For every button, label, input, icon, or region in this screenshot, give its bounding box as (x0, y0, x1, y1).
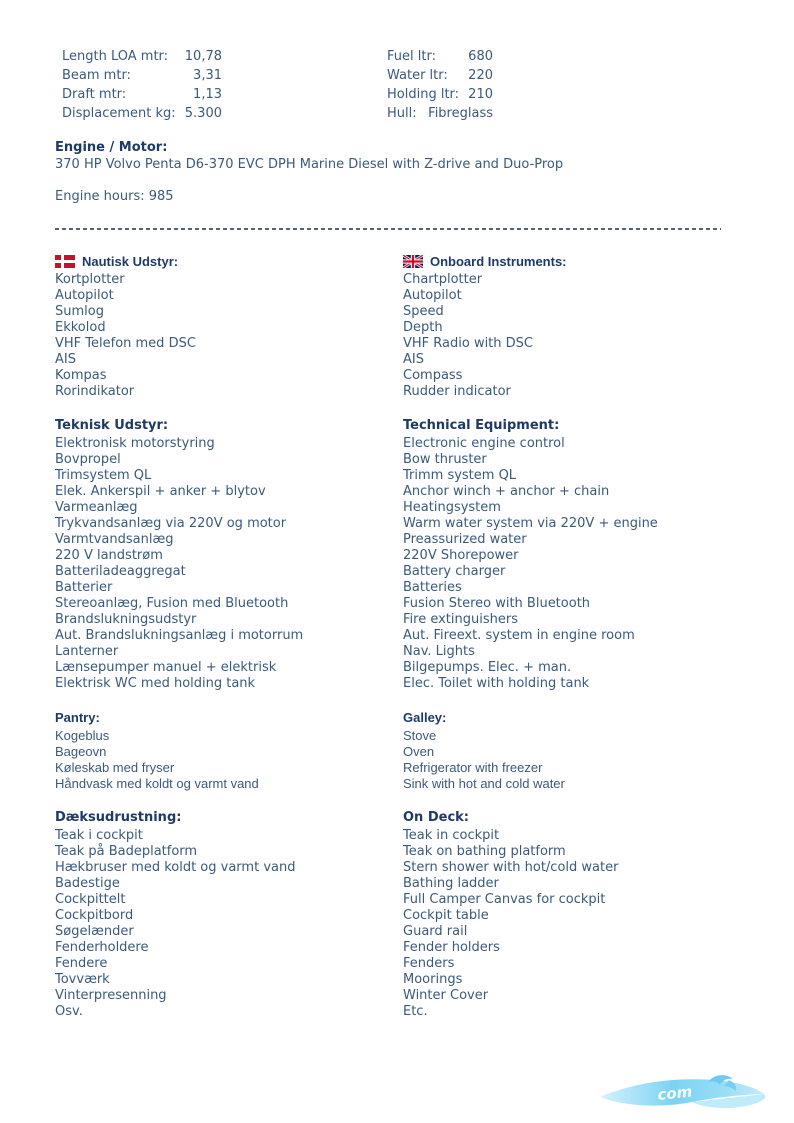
list-item: Oven (403, 744, 435, 759)
section-title: Pantry: (55, 710, 100, 725)
list-item: Bow thruster (403, 452, 487, 467)
list-item: AIS (403, 352, 424, 367)
list-item: Sumlog (55, 304, 104, 319)
list-item: Elektrisk WC med holding tank (55, 676, 256, 691)
engine-description: 370 HP Volvo Penta D6-370 EVC DPH Marine Diesel with Z-drive and Duo-Prop (55, 157, 564, 172)
list-item: Stove (403, 728, 437, 743)
section-title: Teknisk Udstyr: (55, 418, 169, 433)
list-item: Bilgepumps. Elec. + man. (403, 660, 572, 675)
spec-value: 5.300 (184, 106, 222, 121)
list-item: Kortplotter (55, 272, 125, 287)
list-item: Warm water system via 220V + engine (403, 516, 658, 531)
spec-row (387, 85, 493, 104)
list-item: Autopilot (55, 288, 114, 303)
list-item: Nav. Lights (403, 644, 475, 659)
list-item: VHF Radio with DSC (403, 336, 533, 351)
list-item: Battery charger (403, 564, 506, 579)
list-item: Aut. Brandslukningsanlæg i motorrum (55, 628, 304, 643)
list-item: Osv. (55, 1004, 83, 1019)
spec-row (62, 66, 222, 85)
equipment-list (55, 728, 403, 792)
spec-label: Beam mtr: (62, 68, 131, 83)
equipment-list (55, 436, 403, 692)
list-item: Autopilot (403, 288, 462, 303)
spec-column-right (387, 47, 493, 123)
list-item: Compass (403, 368, 463, 383)
list-item: Trimm system QL (403, 468, 517, 483)
spec-value: Fibreglass (428, 106, 493, 121)
list-item: Sink with hot and cold water (403, 776, 565, 791)
uk-flag-icon (403, 255, 423, 268)
section-daeksudrustning (55, 809, 403, 1020)
spec-value: 1,13 (193, 87, 222, 102)
equipment-list (55, 828, 403, 1020)
dashed-divider (55, 228, 721, 230)
section-heading (403, 417, 794, 434)
list-item: Cockpit table (403, 908, 489, 923)
list-item: Søgelænder (55, 924, 134, 939)
spec-value: 3,31 (193, 68, 222, 83)
list-item: Stern shower with hot/cold water (403, 860, 619, 875)
section-title: Technical Equipment: (403, 418, 560, 433)
list-item: Varmtvandsanlæg (55, 532, 174, 547)
spec-row (62, 47, 222, 66)
list-item: Tovværk (55, 972, 110, 987)
list-item: Lanterner (55, 644, 119, 659)
section-nautisk-udstyr (55, 253, 403, 400)
list-item: Rudder indicator (403, 384, 511, 399)
list-item: Teak in cockpit (403, 828, 500, 843)
spec-row (387, 66, 493, 85)
list-item: Fusion Stereo with Bluetooth (403, 596, 591, 611)
list-item: Speed (403, 304, 444, 319)
spec-row (62, 85, 222, 104)
section-title: Nautisk Udstyr: (82, 254, 179, 269)
list-item: Bovpropel (55, 452, 121, 467)
list-item: AIS (55, 352, 76, 367)
equipment-sections (55, 253, 794, 1020)
spec-label: Displacement kg: (62, 106, 176, 121)
spec-value: 220 (468, 68, 493, 83)
engine-hours: Engine hours: 985 (55, 189, 174, 204)
list-item: Fender holders (403, 940, 500, 955)
list-item: Teak på Badeplatform (55, 844, 198, 859)
list-item: Fendere (55, 956, 108, 971)
section-heading (403, 253, 794, 270)
equipment-list (403, 272, 794, 400)
spec-row (387, 104, 493, 123)
list-item: Moorings (403, 972, 463, 987)
list-item: Fire extinguishers (403, 612, 518, 627)
spec-label: Hull: (387, 106, 417, 121)
list-item: Chartplotter (403, 272, 483, 287)
list-item: Lænsepumper manuel + elektrisk (55, 660, 277, 675)
list-item: 220 V landstrøm (55, 548, 163, 563)
spec-value: 10,78 (184, 49, 222, 64)
list-item: Bageovn (55, 744, 107, 759)
engine-heading: Engine / Motor: (55, 140, 168, 155)
list-item: Køleskab med fryser (55, 760, 175, 775)
list-item: Varmeanlæg (55, 500, 138, 515)
equipment-list (403, 828, 794, 1020)
list-item: Badestige (55, 876, 120, 891)
wave-dolphin-watermark-logo (596, 1070, 768, 1118)
list-item: VHF Telefon med DSC (55, 336, 196, 351)
section-heading (55, 417, 403, 434)
equipment-list (403, 728, 794, 792)
danish-flag-icon (55, 255, 75, 268)
watermark-text: com (656, 1082, 694, 1104)
engine-section (55, 139, 794, 205)
list-item: Elec. Toilet with holding tank (403, 676, 590, 691)
list-item: 220V Shorepower (403, 548, 519, 563)
list-item: Vinterpresenning (55, 988, 167, 1003)
spec-row (62, 104, 222, 123)
list-item: Teak i cockpit (55, 828, 143, 843)
list-item: Aut. Fireext. system in engine room (403, 628, 635, 643)
list-item: Cockpittelt (55, 892, 126, 907)
list-item: Guard rail (403, 924, 468, 939)
list-item: Kogeblus (55, 728, 110, 743)
list-item: Kompas (55, 368, 107, 383)
spec-label: Length LOA mtr: (62, 49, 169, 64)
list-item: Bathing ladder (403, 876, 499, 891)
list-item: Hækbruser med koldt og varmt vand (55, 860, 296, 875)
list-item: Fenders (403, 956, 455, 971)
section-heading (403, 709, 794, 726)
spec-summary (62, 47, 794, 123)
list-item: Electronic engine control (403, 436, 565, 451)
section-galley (403, 709, 794, 792)
list-item: Brandslukningsudstyr (55, 612, 197, 627)
spec-label: Holding ltr: (387, 87, 460, 102)
section-onboard-instruments (403, 253, 794, 400)
list-item: Trimsystem QL (55, 468, 152, 483)
spec-column-left (62, 47, 222, 123)
section-heading (55, 709, 403, 726)
section-pantry (55, 709, 403, 792)
spec-value: 680 (468, 49, 493, 64)
list-item: Depth (403, 320, 443, 335)
list-item: Elektronisk motorstyring (55, 436, 215, 451)
list-item: Refrigerator with freezer (403, 760, 543, 775)
section-heading (403, 809, 794, 826)
list-item: Batteries (403, 580, 462, 595)
equipment-list (403, 436, 794, 692)
list-item: Håndvask med koldt og varmt vand (55, 776, 259, 791)
spec-label: Water ltr: (387, 68, 448, 83)
section-technical-equipment (403, 417, 794, 692)
list-item: Anchor winch + anchor + chain (403, 484, 610, 499)
list-item: Heatingsystem (403, 500, 501, 515)
section-on-deck (403, 809, 794, 1020)
section-teknisk-udstyr (55, 417, 403, 692)
list-item: Winter Cover (403, 988, 489, 1003)
spec-label: Fuel ltr: (387, 49, 436, 64)
list-item: Stereoanlæg, Fusion med Bluetooth (55, 596, 289, 611)
list-item: Ekkolod (55, 320, 106, 335)
list-item: Full Camper Canvas for cockpit (403, 892, 606, 907)
spec-label: Draft mtr: (62, 87, 127, 102)
list-item: Fenderholdere (55, 940, 149, 955)
section-title: Dæksudrustning: (55, 810, 182, 825)
list-item: Teak on bathing platform (403, 844, 566, 859)
section-title: On Deck: (403, 810, 469, 825)
section-heading (55, 809, 403, 826)
section-heading (55, 253, 403, 270)
list-item: Elek. Ankerspil + anker + blytov (55, 484, 266, 499)
list-item: Cockpitbord (55, 908, 134, 923)
spec-value: 210 (468, 87, 493, 102)
list-item: Trykvandsanlæg via 220V og motor (55, 516, 287, 531)
equipment-list (55, 272, 403, 400)
list-item: Etc. (403, 1004, 428, 1019)
list-item: Batterier (55, 580, 113, 595)
section-title: Galley: (403, 710, 447, 725)
list-item: Batteriladeaggregat (55, 564, 186, 579)
list-item: Rorindikator (55, 384, 135, 399)
spec-row (387, 47, 493, 66)
section-title: Onboard Instruments: (430, 254, 567, 269)
list-item: Preassurized water (403, 532, 527, 547)
